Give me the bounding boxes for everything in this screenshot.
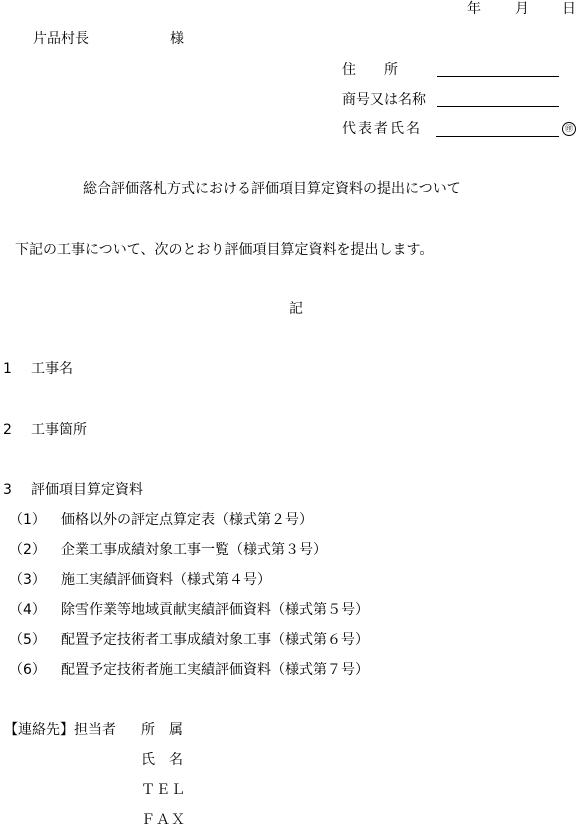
representative-label: 代表者氏名 (342, 121, 422, 137)
address-label: 住 所 (342, 62, 398, 78)
item-1-label: 工事名 (31, 361, 73, 377)
company-line (437, 106, 559, 107)
addressee-honorific: 様 (170, 31, 184, 47)
contact-heading: 【連絡先】担当者 (4, 722, 116, 738)
subitem-text: 企業工事成績対象工事一覧（様式第３号） (61, 542, 327, 558)
date-month: 月 (515, 1, 529, 17)
company-label: 商号又は名称 (342, 92, 426, 108)
subitem-text: 除雪作業等地域貢献実績評価資料（様式第５号） (61, 602, 369, 618)
seal-mark: ㊞ (562, 122, 576, 136)
subitem-text: 施工実績評価資料（様式第４号） (61, 572, 271, 588)
date-year: 年 (467, 1, 481, 17)
ki-heading: 記 (289, 301, 303, 317)
contact-tel-label: ＴＥＬ (141, 782, 186, 798)
address-line (437, 76, 559, 77)
item-2-number: 2 (3, 422, 12, 438)
contact-name-label: 氏 名 (141, 752, 183, 768)
subitem-number: （4） (9, 602, 46, 618)
subitem-text: 配置予定技術者工事成績対象工事（様式第６号） (61, 632, 369, 648)
item-3-number: 3 (3, 482, 12, 498)
subitem-text: 価格以外の評定点算定表（様式第２号） (61, 512, 313, 528)
item-1-number: 1 (3, 361, 12, 377)
body-text: 下記の工事について、次のとおり評価項目算定資料を提出します。 (15, 242, 434, 258)
subitem-number: （6） (9, 662, 46, 678)
contact-department-label: 所 属 (141, 722, 183, 738)
document-title: 総合評価落札方式における評価項目算定資料の提出について (83, 181, 461, 197)
representative-line (436, 136, 559, 137)
subitem-number: （3） (9, 572, 46, 588)
subitem-number: （1） (9, 512, 46, 528)
addressee-name: 片品村長 (33, 31, 89, 47)
subitem-number: （2） (9, 542, 46, 558)
contact-fax-label: ＦＡＸ (141, 812, 186, 828)
date-day: 日 (562, 1, 576, 17)
subitem-number: （5） (9, 632, 46, 648)
item-2-label: 工事箇所 (31, 422, 87, 438)
item-3-label: 評価項目算定資料 (31, 482, 143, 498)
subitem-text: 配置予定技術者施工実績評価資料（様式第７号） (61, 662, 369, 678)
